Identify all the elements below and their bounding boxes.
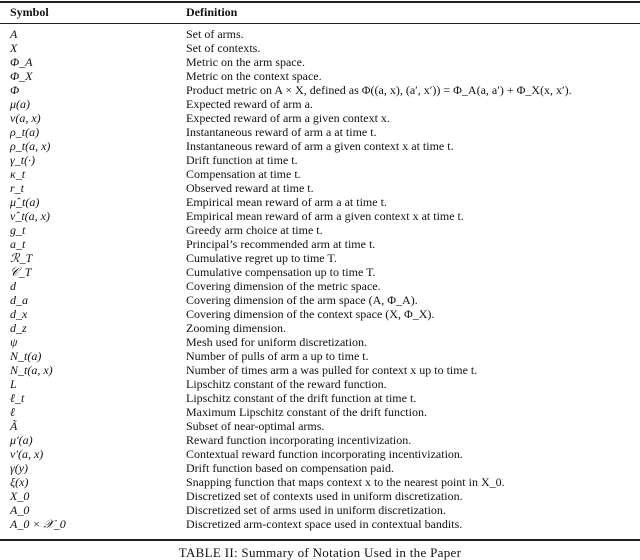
table-row [0,321,640,335]
symbol-cell: g_t [10,223,26,237]
definition-cell: Discretized set of contexts used in uniform discretization. [186,489,463,503]
symbol-cell: ℓ [10,405,15,419]
definition-cell: Zooming dimension. [186,321,286,335]
symbol-cell: N_t(a) [10,349,42,363]
symbol-cell: A_0 [10,503,30,517]
definition-cell: Expected reward of arm a. [186,97,313,111]
symbol-cell: ν̂_t(a, x) [10,209,50,223]
table-row [0,167,640,181]
symbol-cell: ψ [10,335,18,349]
symbol-cell: μ′(a) [10,433,33,447]
symbol-cell: A_0 × 𝒳_0 [10,517,66,531]
symbol-cell: ρ_t(a) [10,125,40,139]
symbol-cell: X_0 [10,489,30,503]
symbol-cell: 𝒞_T [10,265,32,279]
symbol-cell: X [10,41,18,55]
table-row [0,377,640,391]
table-row [0,279,640,293]
table-row [0,41,640,55]
definition-cell: Drift function at time t. [186,153,298,167]
definition-cell: Cumulative compensation up to time T. [186,265,376,279]
table-row [0,83,640,97]
definition-cell: Snapping function that maps context x to the nearest point in X_0. [186,475,505,489]
table-row [0,209,640,223]
header-definition: Definition [186,5,238,19]
table-row [0,139,640,153]
definition-cell: Covering dimension of the context space (X, Φ_X). [186,307,435,321]
symbol-cell: d [10,279,16,293]
definition-cell: Covering dimension of the metric space. [186,279,381,293]
symbol-cell: ℛ_T [10,251,33,265]
definition-cell: Discretized arm-context space used in contextual bandits. [186,517,463,531]
definition-cell: Expected reward of arm a given context x. [186,111,390,125]
mid-rule [0,23,640,24]
definition-cell: Cumulative regret up to time T. [186,251,337,265]
definition-cell: Metric on the arm space. [186,55,305,69]
definition-cell: Contextual reward function incorporating incentivization. [186,447,463,461]
symbol-cell: N_t(a, x) [10,363,53,377]
definition-cell: Covering dimension of the arm space (A, Φ_A). [186,293,418,307]
table-row [0,251,640,265]
symbol-cell: ν(a, x) [10,111,41,125]
symbol-cell: ρ_t(a, x) [10,139,51,153]
table-row [0,349,640,363]
header-symbol: Symbol [10,5,49,19]
symbol-cell: Φ_A [10,55,33,69]
definition-cell: Empirical mean reward of arm a at time t. [186,195,387,209]
table-row [0,237,640,251]
symbol-cell: r_t [10,181,25,195]
symbol-cell: μ̂_t(a) [10,195,40,209]
definition-cell: Discretized set of arms used in uniform discretization. [186,503,446,517]
table-row [0,503,640,517]
table-row [0,181,640,195]
table-row [0,433,640,447]
definition-cell: Reward function incorporating incentivization. [186,433,412,447]
definition-cell: Principal’s recommended arm at time t. [186,237,376,251]
definition-cell: Empirical mean reward of arm a given context x at time t. [186,209,464,223]
definition-cell: Metric on the context space. [186,69,322,83]
table-row [0,111,640,125]
table-row [0,195,640,209]
symbol-cell: Φ_X [10,69,33,83]
symbol-cell: ξ(x) [10,475,29,489]
symbol-cell: Ã [10,419,18,433]
table-row [0,419,640,433]
symbol-cell: d_a [10,293,28,307]
symbol-cell: A [10,27,18,41]
table-row [0,307,640,321]
symbol-cell: L [10,377,17,391]
table-row [0,265,640,279]
symbol-cell: d_x [10,307,28,321]
table-row [0,363,640,377]
table-row [0,69,640,83]
symbol-cell: Φ [10,83,20,97]
symbol-cell: ν′(a, x) [10,447,44,461]
table-row [0,391,640,405]
table-row [0,461,640,475]
definition-cell: Subset of near-optimal arms. [186,419,325,433]
table-row [0,475,640,489]
definition-cell: Compensation at time t. [186,167,301,181]
symbol-cell: ℓ_t [10,391,25,405]
symbol-cell: κ_t [10,167,26,181]
symbol-cell: a_t [10,237,26,251]
definition-cell: Set of arms. [186,27,244,41]
definition-cell: Mesh used for uniform discretization. [186,335,367,349]
top-rule [0,1,640,3]
table-row [0,293,640,307]
table-row [0,125,640,139]
definition-cell: Number of pulls of arm a up to time t. [186,349,369,363]
definition-cell: Drift function based on compensation paid. [186,461,394,475]
table-row [0,27,640,41]
definition-cell: Greedy arm choice at time t. [186,223,323,237]
definition-cell: Instantaneous reward of arm a given context x at time t. [186,139,454,153]
notation-table-body [0,27,640,531]
definition-cell: Product metric on A × X, defined as Φ((a, x), (a′, x′)) = Φ_A(a, a′) + Φ_X(x, x′). [186,83,572,97]
table-row [0,335,640,349]
table-row [0,55,640,69]
definition-cell: Maximum Lipschitz constant of the drift function. [186,405,427,419]
definition-cell: Instantaneous reward of arm a at time t. [186,125,377,139]
definition-cell: Set of contexts. [186,41,261,55]
table-row [0,405,640,419]
table-row [0,447,640,461]
table-row [0,517,640,531]
definition-cell: Lipschitz constant of the drift function at time t. [186,391,417,405]
table-row [0,97,640,111]
definition-cell: Lipschitz constant of the reward function. [186,377,387,391]
symbol-cell: γ(y) [10,461,29,475]
symbol-cell: γ_t(·) [10,153,36,167]
table-row [0,223,640,237]
symbol-cell: μ(a) [10,97,31,111]
table-row [0,153,640,167]
definition-cell: Number of times arm a was pulled for context x up to time t. [186,363,478,377]
bottom-rule [0,539,640,541]
symbol-cell: d_z [10,321,27,335]
definition-cell: Observed reward at time t. [186,181,314,195]
table-caption: TABLE II: Summary of Notation Used in the Paper [178,545,462,560]
table-row [0,489,640,503]
